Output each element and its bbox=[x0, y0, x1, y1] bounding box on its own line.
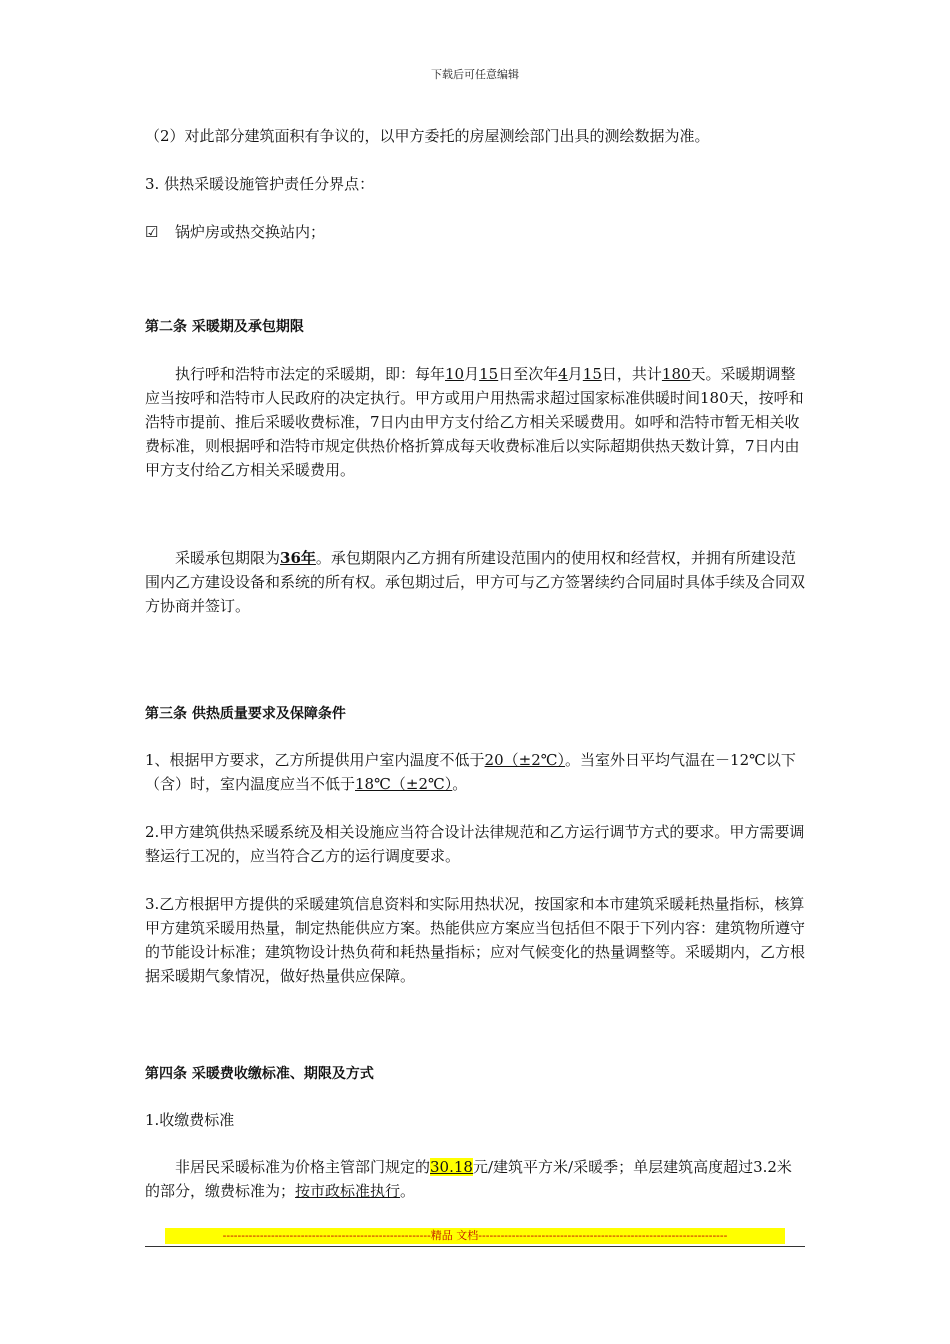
contract-term: 36年 bbox=[280, 549, 316, 567]
text-run: 采暖承包期限为 bbox=[175, 549, 281, 567]
boundary-option bbox=[145, 220, 805, 244]
footer-divider bbox=[145, 1246, 805, 1247]
paragraph-boundary-heading: 3. 供热采暖设施管护责任分界点： bbox=[145, 175, 375, 193]
underlined-month-end: 4 bbox=[558, 365, 568, 383]
article-3-title: 第三条 供热质量要求及保障条件 bbox=[145, 706, 346, 722]
text-run: 日，共计 bbox=[601, 365, 662, 383]
underlined-day-end: 15 bbox=[582, 365, 602, 383]
underlined-days-total: 180 bbox=[661, 365, 691, 383]
article-2-title: 第二条 采暖期及承包期限 bbox=[145, 319, 304, 335]
underlined-temp-2: 18℃（±2℃） bbox=[355, 775, 453, 793]
text-run: 月 bbox=[464, 365, 480, 383]
boundary-option-text: 锅炉房或热交换站内； bbox=[175, 223, 326, 241]
underlined-month-start: 10 bbox=[445, 365, 465, 383]
text-run: 。承包期限内乙方拥有所建设范围内的使用权和经营权，并拥有所建设范围内乙方建设设备和系统的所有权。承包期过后，甲方可与乙方签署续约合同届时具体手续及合同双方协商并签订。 bbox=[145, 549, 806, 615]
article-3-item-2: 2.甲方建筑供热采暖系统及相关设施应当符合设计法律规范和乙方运行调节方式的要求。甲方需要调整运行工况的，应当符合乙方的运行调度要求。 bbox=[145, 823, 805, 865]
text-run: 天。采暖期调整应当按呼和浩特市人民政府的决定执行。甲方或用户用热需求超过国家标准供暖时间180天，按呼和浩特市提前、推后采暖收费标准，7日内由甲方支付给乙方相关采暖费用。如呼和浩特市暂无相关收费标准，则根据呼和浩特市规定供热价格折算成每天收费标准后以实际超期供热天数计算，7日内由甲方支付给乙方相关采暖费用。 bbox=[145, 365, 804, 479]
underlined-day-start: 15 bbox=[479, 365, 499, 383]
text-run: 。 bbox=[400, 1182, 416, 1200]
header-note: 下载后可任意编辑 bbox=[431, 68, 519, 81]
text-run: 月 bbox=[567, 365, 583, 383]
text-run: 日至次年 bbox=[498, 365, 559, 383]
article-2-para-2 bbox=[145, 546, 805, 618]
underlined-temp-1: 20（±2℃） bbox=[484, 751, 566, 769]
highlighted-price: 30.18 bbox=[430, 1158, 473, 1176]
text-run: 元/建筑平方米/采暖季；单层建筑高度超过3.2米的部分，缴费标准为； bbox=[145, 1158, 792, 1200]
checked-box-icon: ☑ bbox=[145, 223, 159, 241]
article-4-para bbox=[145, 1155, 805, 1203]
underlined-rule: 按市政标准执行 bbox=[295, 1182, 401, 1200]
footer-banner: --------------------------------------------------------精品 文档------------------------------------------------------------------- bbox=[165, 1228, 785, 1244]
text-run: 1、根据甲方要求，乙方所提供用户室内温度不低于 bbox=[145, 751, 485, 769]
paragraph-area-dispute: （2）对此部分建筑面积有争议的，以甲方委托的房屋测绘部门出具的测绘数据为准。 bbox=[145, 127, 710, 145]
article-4-title: 第四条 采暖费收缴标准、期限及方式 bbox=[145, 1066, 374, 1082]
text-run: 。 bbox=[452, 775, 468, 793]
article-3-item-3: 3.乙方根据甲方提供的采暖建筑信息资料和实际用热状况，按国家和本市建筑采暖耗热量指标，核算甲方建筑采暖用热量，制定热能供应方案。热能供应方案应当包括但不限于下列内容：建筑物所遵守的节能设计标准；建筑物设计热负荷和耗热量指标；应对气候变化的热量调整等。采暖期内，乙方根据采暖期气象情况，做好热量供应保障。 bbox=[145, 895, 806, 985]
article-3-item-1 bbox=[145, 748, 805, 796]
text-run: 非居民采暖标准为价格主管部门规定的 bbox=[175, 1158, 431, 1176]
article-4-subheading: 1.收缴费标准 bbox=[145, 1111, 235, 1129]
article-2-para-1 bbox=[145, 362, 805, 482]
text-run: 执行呼和浩特市法定的采暖期，即：每年 bbox=[175, 365, 446, 383]
text-run: 。当室外日平均气温在－12℃以下（含）时，室内温度应当不低于 bbox=[145, 751, 796, 793]
